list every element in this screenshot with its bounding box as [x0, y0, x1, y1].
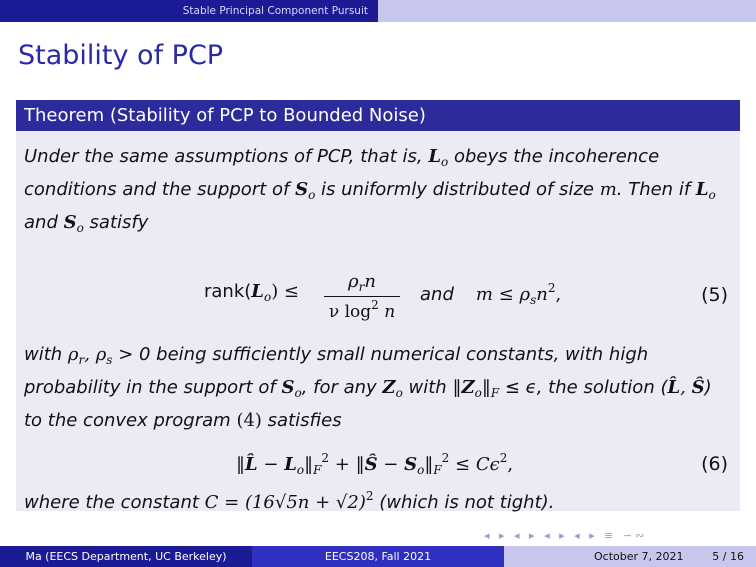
math-L-hat: L̂ [245, 454, 258, 475]
math-sub-o: o [308, 188, 316, 202]
text: with [402, 377, 453, 398]
footer-right [504, 546, 756, 567]
equation-ref-4[interactable]: (4) [236, 410, 262, 431]
minus: − [377, 454, 405, 475]
math-m-leq-rho: m ≤ ρ [475, 284, 531, 305]
math-n: n [384, 302, 396, 322]
text: ≤ ϵ, the solution ( [499, 377, 668, 398]
math-sup-2: 2 [547, 281, 556, 295]
eq5-denominator [324, 297, 400, 322]
footer [0, 546, 756, 567]
eq5-leq: ) ≤ [271, 281, 300, 302]
math-n: n [536, 284, 548, 305]
math-S: S [63, 212, 77, 233]
theorem-paragraph-2: with $\rho_r$, $\rho_s > 0$ being sufficiently small numerical constants, with high probability in the support of $S_o$, for any $Z_o$ with $‖Z_o‖_F \le \epsilon$, the solution (L̂, Ŝ) to the convex program (4) satisfies [24, 344, 712, 431]
math-L: L [284, 454, 297, 475]
rank-text: rank( [204, 281, 252, 302]
text: with [24, 344, 68, 365]
math-S-hat: Ŝ [691, 377, 705, 398]
math-sup-2: 2 [321, 451, 330, 465]
math-sub-s: s [530, 293, 537, 307]
rhs: ≤ Cϵ [449, 454, 500, 475]
norm-close: ‖ [424, 454, 434, 475]
math-rho-r-rho-s: $\rho_r$, $\rho_s$ [67, 344, 113, 367]
text: satisfy [83, 212, 149, 233]
norm-open: ‖ [452, 377, 462, 398]
equation-number-5: (5) [701, 284, 728, 306]
math-nu-log: ν log [328, 302, 372, 322]
minus: − [257, 454, 285, 475]
eq5-numerator [324, 271, 400, 297]
math-constant-C: C = (16√5n + √2) [204, 492, 366, 513]
math-L: L [695, 179, 709, 200]
math-sub-s: s [106, 353, 113, 367]
math-S: S [295, 179, 309, 200]
math-sub-o: o [474, 386, 482, 400]
eq5-fraction [324, 271, 400, 322]
math-L: L [251, 281, 264, 302]
text: where the constant [24, 492, 205, 513]
math-sub-o: o [263, 290, 272, 304]
math-sub-o: o [294, 386, 302, 400]
math-rho: ρ [348, 271, 359, 292]
math-sup-2: 2 [365, 489, 374, 503]
text: , for any [301, 377, 383, 398]
math-sub-o: o [417, 463, 425, 477]
math-sup-2: 2 [441, 451, 450, 465]
math-Z: Z [382, 377, 396, 398]
text: obeys the incoherence conditions and the support of [24, 146, 660, 200]
math-sub-r: r [358, 280, 365, 294]
math-sub-F: F [433, 463, 442, 477]
norm-open: ‖ [355, 454, 365, 475]
math-sup-2: 2 [499, 451, 508, 465]
math-sub-o: o [76, 221, 84, 235]
math-L-hat: L̂ [667, 377, 681, 398]
text: Under the same assumptions of PCP, that is, [24, 146, 429, 167]
theorem-paragraph-3 [24, 483, 724, 516]
norm-close: ‖ [304, 454, 314, 475]
comma: , [507, 454, 514, 475]
math-sub-o: o [441, 155, 449, 169]
comma: , [555, 284, 562, 305]
math-m: m [599, 179, 617, 200]
footer-page-number: 5 / 16 [712, 550, 744, 563]
theorem-body [16, 131, 740, 511]
math-sup-2: 2 [371, 298, 379, 312]
eq5-rest [420, 281, 561, 307]
frame-title: Stability of PCP [18, 40, 224, 71]
text: > 0 being sufficiently small numerical constants, with high probability in the support of [24, 344, 649, 398]
math-S: S [281, 377, 295, 398]
math-S-hat: Ŝ [364, 454, 378, 475]
math-sub-F: F [313, 463, 322, 477]
math-sub-F: F [490, 386, 500, 400]
text: satisfies [261, 410, 342, 431]
math-S: S [404, 454, 418, 475]
header-bar [0, 0, 756, 22]
and-text: and [420, 284, 454, 305]
math-Z: Z [461, 377, 475, 398]
text: ) to the convex program [24, 377, 712, 431]
norm-close: ‖ [481, 377, 491, 398]
text: and [24, 212, 64, 233]
footer-author: Ma (EECS Department, UC Berkeley) [0, 546, 252, 567]
math-sub-o: o [296, 463, 305, 477]
eq5-lhs [204, 281, 299, 304]
text: is uniformly distributed of size [315, 179, 600, 200]
math-sub-o: o [395, 386, 403, 400]
text: . Then if [616, 179, 696, 200]
equation-6 [236, 451, 513, 477]
text: (which is not tight). [373, 492, 555, 513]
norm-open: ‖ [236, 454, 245, 475]
beamer-navigation-icons[interactable]: ◂ ▸ ◂ ▸ ◂ ▸ ◂ ▸ ≡ ∽∾ [484, 529, 648, 542]
theorem-paragraph-1 [24, 143, 724, 242]
theorem-title: Theorem (Stability of PCP to Bounded Noise) [16, 100, 740, 131]
math-n: n [364, 271, 376, 292]
equation-number-6: (6) [701, 453, 728, 475]
footer-course: EECS208, Fall 2021 [252, 546, 504, 567]
theorem-block [16, 100, 740, 511]
section-title[interactable]: Stable Principal Component Pursuit [0, 0, 378, 22]
math-L: L [428, 146, 442, 167]
math-sub-o: o [708, 188, 716, 202]
plus: + [329, 454, 356, 475]
math-sub-r: r [78, 353, 85, 367]
footer-date: October 7, 2021 [594, 550, 684, 563]
